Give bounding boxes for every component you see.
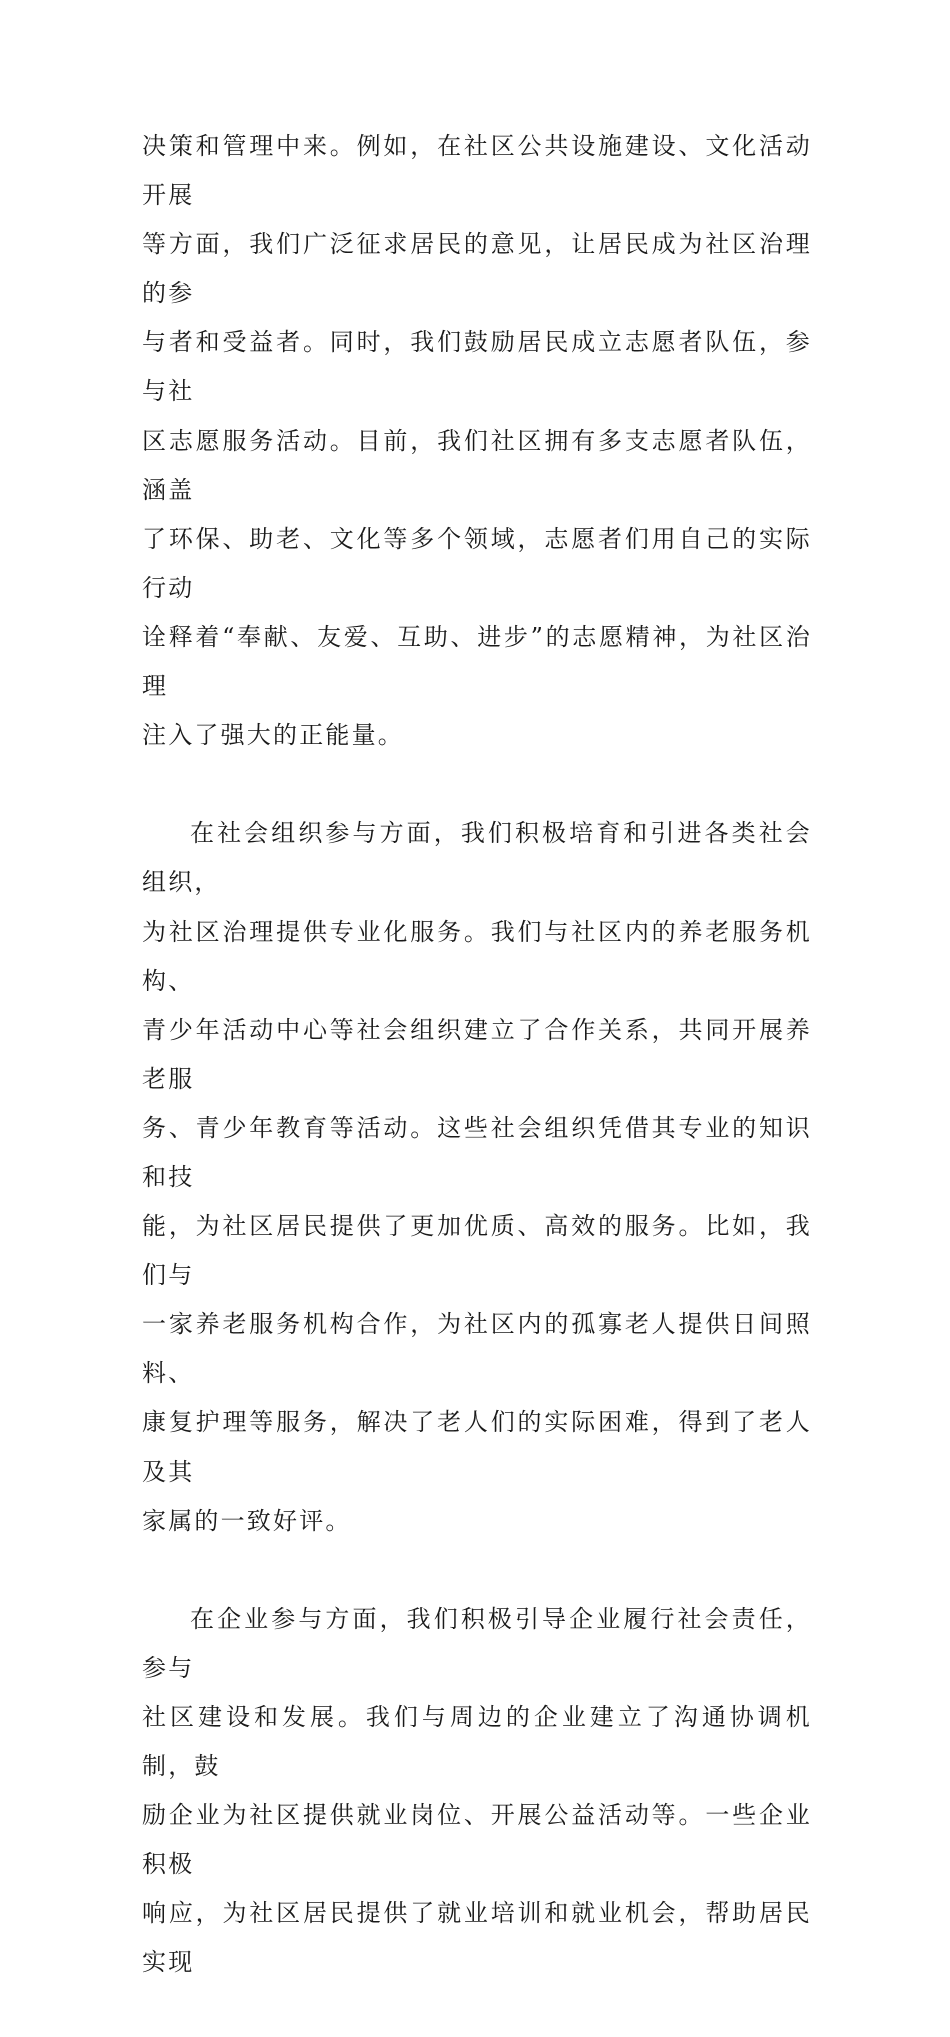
text-line: 了环保、助老、文化等多个领域，志愿者们用自己的实际行动 [142,524,812,602]
text-line: 与者和受益者。同时，我们鼓励居民成立志愿者队伍，参与社 [142,328,812,406]
text-line: 一家养老服务机构合作，为社区内的孤寡老人提供日间照料、 [142,1310,812,1388]
paragraph-social-organizations [142,809,812,1545]
text-line: 区志愿服务活动。目前，我们社区拥有多支志愿者队伍，涵盖 [142,426,812,504]
text-line: 励企业为社区提供就业岗位、开展公益活动等。一些企业积极 [142,1801,812,1879]
text-line: 务、青少年教育等活动。这些社会组织凭借其专业的知识和技 [142,1113,812,1191]
paragraph-volunteers [142,122,812,760]
text-line: 决策和管理中来。例如，在社区公共设施建设、文化活动开展 [142,132,812,210]
text-line: 诠释着“奉献、友爱、互助、进步”的志愿精神，为社区治理 [142,622,812,701]
text-line: 能，为社区居民提供了更加优质、高效的服务。比如，我们与 [142,1212,812,1290]
text-line: 等方面，我们广泛征求居民的意见，让居民成为社区治理的参 [142,230,812,308]
text-line: 响应，为社区居民提供了就业培训和就业机会，帮助居民实现 [142,1899,812,1977]
document-body [142,122,812,2037]
text-line: 为社区治理提供专业化服务。我们与社区内的养老服务机构、 [142,917,812,995]
text-line: 家属的一致好评。 [142,1506,352,1535]
paragraph-enterprises [142,1595,812,1988]
text-line: 社区建设和发展。我们与周边的企业建立了沟通协调机制，鼓 [142,1703,812,1781]
text-line: 康复护理等服务，解决了老人们的实际困难，得到了老人及其 [142,1408,812,1486]
text-line: 在企业参与方面，我们积极引导企业履行社会责任，参与 [142,1604,812,1682]
text-line: 注入了强大的正能量。 [142,721,404,750]
text-line: 青少年活动中心等社会组织建立了合作关系，共同开展养老服 [142,1015,812,1093]
text-line: 在社会组织参与方面，我们积极培育和引进各类社会组织， [142,819,812,897]
